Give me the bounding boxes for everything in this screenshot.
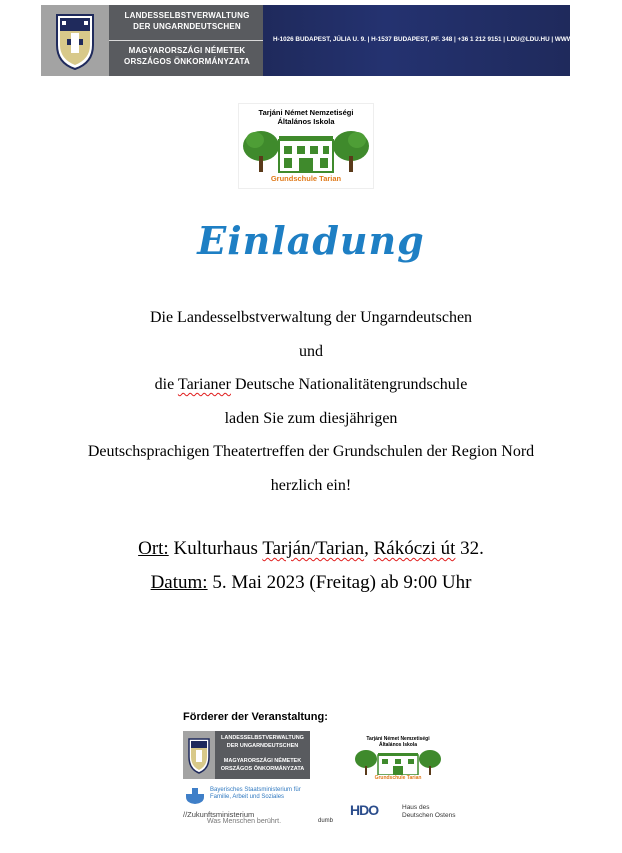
sponsor-bavaria-logo	[183, 785, 333, 807]
school-building-trees-icon-small	[354, 748, 442, 775]
hdo-text	[402, 804, 455, 819]
school-name-line1: Tarjáni Német Nemzetiségi	[258, 108, 354, 117]
school-name-de: Grundschule Tarian	[270, 174, 342, 183]
zf-line1: //Zukunftsministerium	[183, 810, 255, 819]
sponsor-school-logo	[352, 735, 444, 783]
body-line-3-post: Deutsche Nationalitätengrundschule	[230, 376, 468, 393]
school-name-line2: Általános Iskola	[277, 117, 335, 126]
body-line-5: Deutschsprachigen Theatertreffen der Grundschulen der Region Nord	[87, 443, 535, 460]
hdo-mark: HDO	[350, 802, 379, 818]
sponsor-school-line2: Általános Iskola	[378, 742, 418, 748]
ldu-crest-small	[183, 731, 215, 779]
hdo-line1: Haus des	[402, 804, 430, 811]
bavaria-line1: Bayerisches Staatsministerium für	[210, 787, 301, 793]
sponsor-hdo-logo	[350, 802, 460, 822]
location-street: Rákóczi út	[373, 538, 456, 559]
zf-line2: Was Menschen berührt.	[207, 818, 282, 825]
contact-box	[263, 5, 598, 76]
body-line-3-pre: die	[154, 376, 178, 393]
bavaria-lion-icon	[183, 785, 207, 805]
school-building-trees-icon	[241, 126, 371, 174]
date-value: 5. Mai 2023 (Freitag) ab 9:00 Uhr	[207, 572, 472, 593]
body-line-3	[0, 376, 622, 394]
sponsor-school-line1: Tarjáni Német Nemzetiségi	[366, 736, 430, 742]
location-place: Tarján/Tarian	[262, 538, 365, 559]
location-pre: Kulturhaus	[168, 538, 263, 559]
org-name-divider	[109, 40, 263, 41]
sponsors-label: Förderer der Veranstaltung:	[183, 711, 328, 723]
org-name-de-2: DER UNGARNDEUTSCHEN	[133, 22, 241, 31]
sponsor-ldu-name	[215, 731, 310, 779]
sponsor-school-de: Grundschule Tarian	[374, 775, 422, 781]
sponsor-ldu-logo	[183, 731, 310, 779]
body-line-1: Die Landesselbstverwaltung der Ungarndeutschen	[149, 309, 473, 326]
sponsor-ldu-name-2: DER UNGARNDEUTSCHEN	[226, 743, 299, 749]
org-name-hu-1: MAGYARORSZÁGI NÉMETEK	[128, 46, 246, 55]
bavaria-text	[210, 787, 301, 801]
header-banner	[41, 5, 598, 76]
org-name-de-1: LANDESSELBSTVERWALTUNG	[124, 11, 250, 20]
ldu-crest-logo	[41, 5, 109, 76]
spellcheck-word: Tarianer	[177, 376, 231, 393]
contact-info: H-1026 BUDAPEST, JÚLIA U. 9. | H-1537 BUDAPEST, PF. 348 | +36 1 212 9151 | LDU@LDU.HU | WWW.LDU.HU	[273, 36, 598, 43]
location-label: Ort:	[138, 538, 169, 559]
body-line-6: herzlich ein!	[270, 477, 352, 494]
school-logo	[238, 103, 374, 189]
hdo-line2: Deutschen Ostens	[402, 811, 456, 819]
crest-icon-small	[183, 731, 215, 779]
date-line	[0, 572, 622, 594]
sponsor-ldu-name-3: MAGYARORSZÁGI NÉMETEK	[223, 758, 302, 764]
bavaria-line2: Familie, Arbeit und Soziales	[210, 794, 285, 800]
location-post: 32.	[455, 538, 484, 559]
crest-icon	[41, 5, 109, 76]
org-name-hu-2: ORSZÁGOS ÖNKORMÁNYZATA	[124, 57, 250, 66]
location-mid: ,	[364, 538, 374, 559]
body-line-2: und	[299, 343, 323, 360]
location-line	[0, 538, 622, 560]
body-line-4: laden Sie zum diesjährigen	[224, 410, 398, 427]
page-title: Einladung	[197, 218, 425, 263]
sponsor-ldu-name-1: LANDESSELBSTVERWALTUNG	[221, 735, 304, 741]
date-label: Datum:	[150, 572, 208, 593]
dumb-text: dumb	[318, 818, 334, 824]
sponsor-ldu-name-4: ORSZÁGOS ÖNKORMÁNYZATA	[220, 766, 305, 772]
org-name-box	[109, 5, 263, 76]
